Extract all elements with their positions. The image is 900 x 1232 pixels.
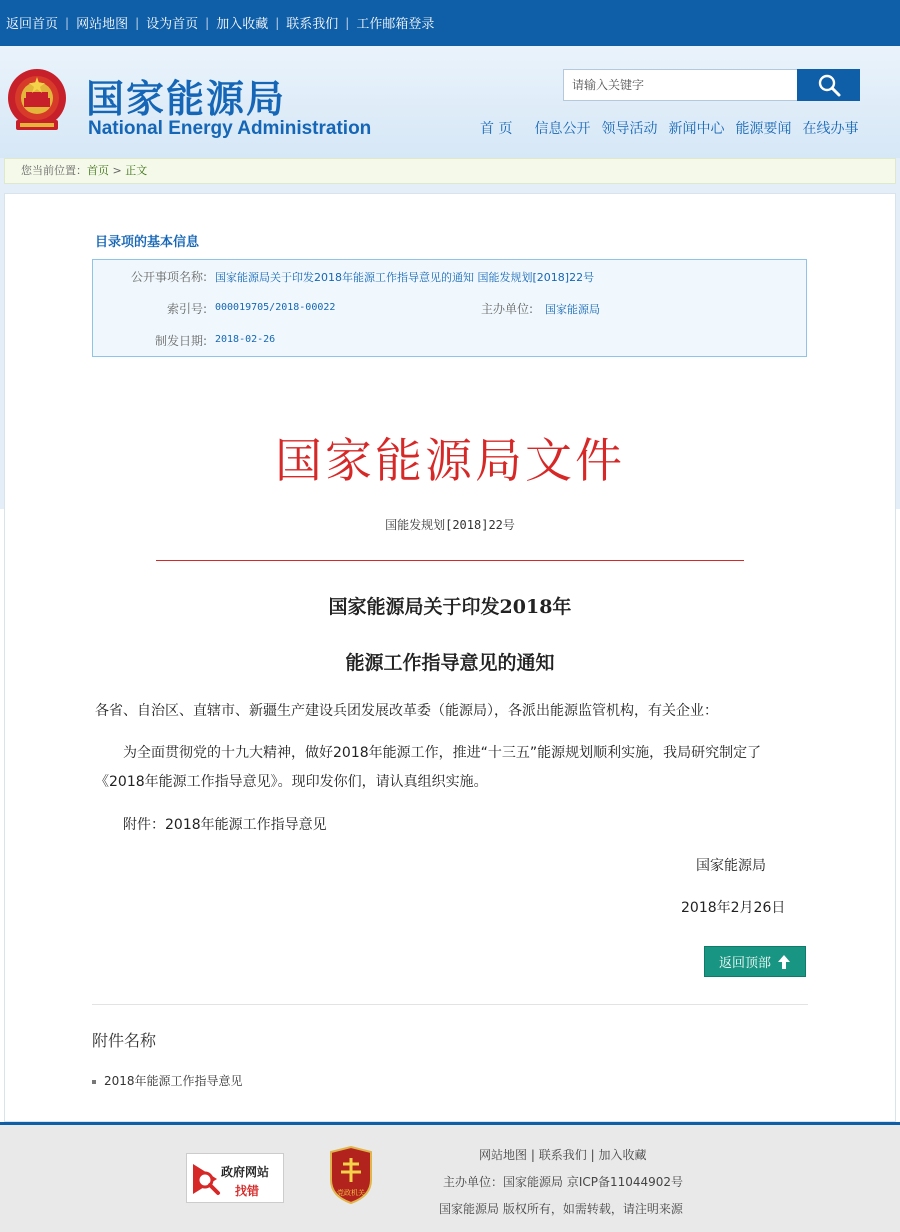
search-input[interactable] — [564, 70, 798, 100]
breadcrumb-current: 正文 — [125, 164, 148, 177]
badge-caption: 党政机关 — [337, 1189, 365, 1197]
document-body-line1: 为全面贯彻党的十九大精神，做好2018年能源工作，推进“十三五”能源规划顺利实施，我局研究制定了 — [123, 745, 762, 761]
breadcrumb-separator: > — [112, 164, 122, 177]
footer-copyright: 国家能源局 版权所有，如需转载，请注明来源 — [439, 1202, 683, 1216]
nav-item-leader-activities[interactable]: 领导活动 — [601, 121, 658, 137]
footer-links — [479, 1146, 646, 1163]
site-header — [0, 46, 900, 158]
brand-name-en[interactable]: National Energy Administration — [88, 118, 372, 139]
badge-subtitle: 找错 — [235, 1184, 260, 1198]
top-links — [6, 13, 434, 32]
footer-link-contact[interactable]: 联系我们 — [538, 1148, 587, 1162]
attachment-link[interactable] — [92, 1072, 243, 1089]
back-to-top-label: 返回顶部 — [718, 956, 771, 971]
attachment-link-label: 2018年能源工作指导意见 — [104, 1074, 243, 1088]
breadcrumb-bar — [0, 158, 900, 186]
nav-item-home[interactable]: 首 页 — [480, 121, 513, 137]
info-org-value[interactable]: 国家能源局 — [545, 303, 600, 316]
info-date-label: 制发日期: — [154, 334, 207, 348]
document-title-line1: 国家能源局关于印发2018年 — [328, 596, 572, 618]
top-bar — [0, 0, 900, 46]
top-link-set-home[interactable]: 设为首页 — [146, 17, 199, 32]
nav-item-info-disclosure[interactable]: 信息公开 — [534, 121, 591, 137]
party-gov-emblem-icon — [327, 1146, 375, 1204]
nav-item-online-services[interactable]: 在线办事 — [802, 121, 859, 137]
separator: | — [345, 15, 350, 30]
document-red-header: 国家能源局文件 — [275, 434, 625, 489]
divider — [92, 1004, 808, 1005]
nav-item-news-center[interactable]: 新闻中心 — [668, 121, 725, 137]
top-link-home[interactable]: 返回首页 — [6, 17, 59, 32]
magnifier-badge-icon — [191, 1162, 221, 1196]
search-box — [563, 69, 860, 101]
document-attachment-note: 附件：2018年能源工作指导意见 — [123, 817, 327, 833]
document-date: 2018年2月26日 — [681, 900, 786, 916]
document-recipients: 各省、自治区、直辖市、新疆生产建设兵团发展改革委（能源局），各派出能源监管机构，有关企业： — [95, 703, 718, 719]
top-link-sitemap[interactable]: 网站地图 — [76, 17, 129, 32]
breadcrumb-prefix: 您当前位置： — [21, 164, 87, 177]
search-icon — [816, 72, 842, 98]
info-index-label: 索引号: — [166, 302, 207, 316]
separator: | — [275, 15, 280, 30]
separator: | — [590, 1148, 595, 1162]
top-link-contact[interactable]: 联系我们 — [286, 17, 339, 32]
search-button[interactable] — [797, 69, 860, 101]
arrow-up-icon — [777, 954, 791, 970]
document-signature: 国家能源局 — [696, 858, 766, 874]
separator: | — [65, 15, 70, 30]
document-number: 国能发规划[2018]22号 — [385, 518, 515, 532]
document-body-line2: 《2018年能源工作指导意见》。现印发你们，请认真组织实施。 — [95, 774, 488, 790]
breadcrumb — [4, 158, 896, 184]
brand-name-cn[interactable]: 国家能源局 — [86, 77, 287, 121]
info-box — [92, 259, 807, 357]
separator: | — [530, 1148, 535, 1162]
info-name-label: 公开事项名称: — [130, 270, 207, 284]
separator: | — [205, 15, 210, 30]
info-org-label: 主办单位: — [480, 302, 533, 316]
party-gov-agency-badge[interactable] — [327, 1146, 375, 1204]
badge-title: 政府网站 — [221, 1165, 270, 1179]
gov-site-error-report-badge[interactable] — [186, 1153, 284, 1203]
main-nav — [472, 118, 869, 138]
info-section-title: 目录项的基本信息 — [95, 235, 200, 250]
top-link-favorite[interactable]: 加入收藏 — [216, 17, 269, 32]
nav-item-energy-news[interactable]: 能源要闻 — [735, 121, 792, 137]
national-emblem-icon — [6, 68, 68, 134]
info-date-value: 2018-02-26 — [215, 334, 276, 345]
top-link-mail-login[interactable]: 工作邮箱登录 — [356, 17, 435, 32]
attachments-title: 附件名称 — [92, 1031, 157, 1050]
footer-link-sitemap[interactable]: 网站地图 — [479, 1148, 528, 1162]
separator: | — [135, 15, 140, 30]
footer-sponsor: 主办单位：国家能源局 京ICP备11044902号 — [443, 1175, 684, 1189]
document-title-line2: 能源工作指导意见的通知 — [345, 652, 555, 674]
back-to-top-button[interactable] — [704, 946, 806, 977]
bullet-icon — [92, 1080, 96, 1084]
footer-link-favorite[interactable]: 加入收藏 — [598, 1148, 647, 1162]
breadcrumb-home-link[interactable]: 首页 — [87, 164, 109, 177]
info-index-value: 000019705/2018-00022 — [215, 302, 336, 313]
info-name-value[interactable]: 国家能源局关于印发2018年能源工作指导意见的通知 国能发规划[2018]22号 — [215, 271, 595, 284]
red-divider — [156, 560, 744, 561]
